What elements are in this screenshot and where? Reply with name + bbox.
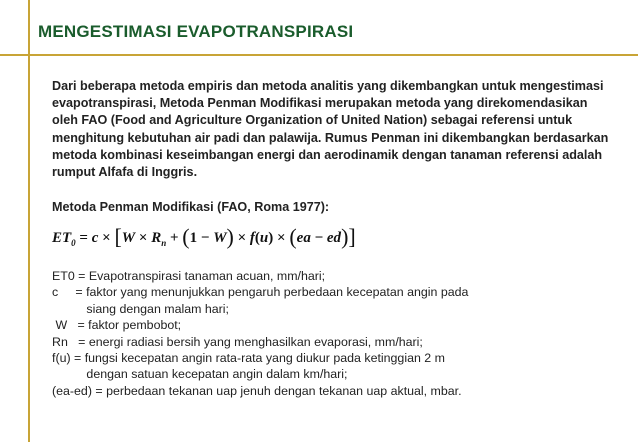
formula-c: c <box>91 230 99 246</box>
formula-ea: ea <box>296 230 311 246</box>
definition-item: Rn = energi radiasi bersih yang menghasilkan evaporasi, mm/hari; <box>52 334 423 349</box>
formula-w2: W <box>213 230 227 246</box>
definition-item: (ea-ed) = perbedaan tekanan uap jenuh dengan tekanan uap aktual, mbar. <box>52 383 462 398</box>
formula-lhs: ET <box>52 230 72 246</box>
vertical-divider <box>28 0 30 442</box>
definition-item: f(u) = fungsi kecepatan angin rata-rata yang diukur pada ketinggian 2 m <box>52 351 445 366</box>
paragraph-line: metoda kombinasi keseimbangan energi dan aerodinamik dengan tanaman referensi adalah <box>52 147 603 162</box>
formula-lhs-subscript: 0 <box>71 238 76 248</box>
formula-one: 1 <box>189 230 198 246</box>
definition-item: dengan satuan kecepatan angin dalam km/hari; <box>52 367 348 382</box>
definition-item: c = faktor yang menunjukkan pengaruh perbedaan kecepatan angin pada <box>52 285 469 300</box>
formula-f: f <box>249 230 255 246</box>
formula-u: u <box>259 230 269 246</box>
penman-formula: $ET_0 = c \times [W \times R_n + (1 - W) \times f(u) \times (ea - ed)]$ <box>52 224 356 249</box>
paragraph-line: menghitung kebutuhan air padi dan palawija. Rumus Penman ini dikembangkan berdasarkan <box>52 130 609 145</box>
definition-item: W = faktor pembobot; <box>52 318 182 333</box>
horizontal-divider <box>0 54 638 56</box>
paragraph-line: Dari beberapa metoda empiris dan metoda analitis yang dikembangkan untuk mengestimasi <box>52 79 604 93</box>
paragraph-line: oleh FAO (Food and Agriculture Organization of United Nation) sebagai referensi untuk <box>52 113 573 128</box>
definitions-list <box>52 268 468 399</box>
definition-item: siang dengan malam hari; <box>52 301 230 316</box>
formula-ed: ed <box>326 230 342 246</box>
paragraph-line: rumput Alfafa di Inggris. <box>52 165 198 180</box>
method-heading: Metoda Penman Modifikasi (FAO, Roma 1977): <box>52 200 330 214</box>
slide-title: MENGESTIMASI EVAPOTRANSPIRASI <box>38 22 354 41</box>
paragraph-line: evapotranspirasi, Metoda Penman Modifikasi merupakan metoda yang direkomendasikan <box>52 96 588 111</box>
formula-r-subscript: n <box>161 238 167 248</box>
formula-r: R <box>151 230 162 246</box>
definition-item: ET0 = Evapotranspirasi tanaman acuan, mm/hari; <box>52 269 326 283</box>
formula-w: W <box>121 230 136 246</box>
intro-paragraph <box>52 78 612 181</box>
